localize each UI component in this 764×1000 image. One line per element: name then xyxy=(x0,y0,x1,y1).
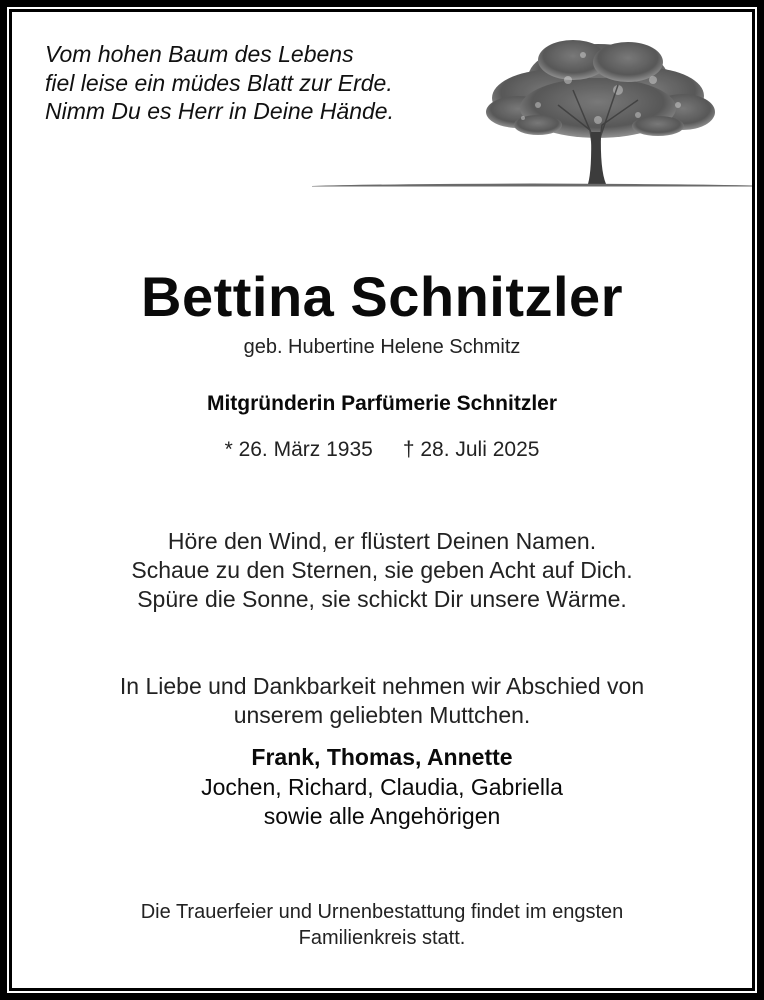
death-date: † 28. Juli 2025 xyxy=(402,438,540,461)
verse-line: Vom hohen Baum des Lebens xyxy=(45,41,354,67)
service-notice xyxy=(12,899,752,951)
memorial-verse xyxy=(12,527,752,614)
tree-icon xyxy=(478,20,718,186)
service-line: Die Trauerfeier und Urnenbestattung findet im engsten xyxy=(140,901,624,923)
life-dates xyxy=(12,436,752,464)
mourners-line: Jochen, Richard, Claudia, Gabriella xyxy=(201,773,563,800)
farewell-line: In Liebe und Dankbarkeit nehmen wir Abschied von xyxy=(119,673,645,699)
farewell-text xyxy=(12,672,752,730)
verse-line: Schaue zu den Sternen, sie geben Acht auf Dich. xyxy=(131,557,633,583)
mourners-list xyxy=(12,743,752,832)
horizon-line xyxy=(312,183,752,187)
deceased-role: Mitgründerin Parfümerie Schnitzler xyxy=(206,392,558,415)
verse-line: Spüre die Sonne, sie schickt Dir unsere Wärme. xyxy=(137,586,627,612)
deceased-name: Bettina Schnitzler xyxy=(141,265,623,328)
birth-name: geb. Hubertine Helene Schmitz xyxy=(243,336,521,358)
mourners-line: Frank, Thomas, Annette xyxy=(251,744,513,770)
service-line: Familienkreis statt. xyxy=(298,927,466,949)
birth-date: * 26. März 1935 xyxy=(224,438,373,461)
verse-line: Höre den Wind, er flüstert Deinen Namen. xyxy=(167,528,597,554)
farewell-line: unserem geliebten Muttchen. xyxy=(233,702,531,728)
mourners-line: sowie alle Angehörigen xyxy=(263,803,501,829)
opening-verse xyxy=(45,40,394,126)
verse-line: Nimm Du es Herr in Deine Hände. xyxy=(45,98,394,124)
verse-line: fiel leise ein müdes Blatt zur Erde. xyxy=(45,69,393,96)
